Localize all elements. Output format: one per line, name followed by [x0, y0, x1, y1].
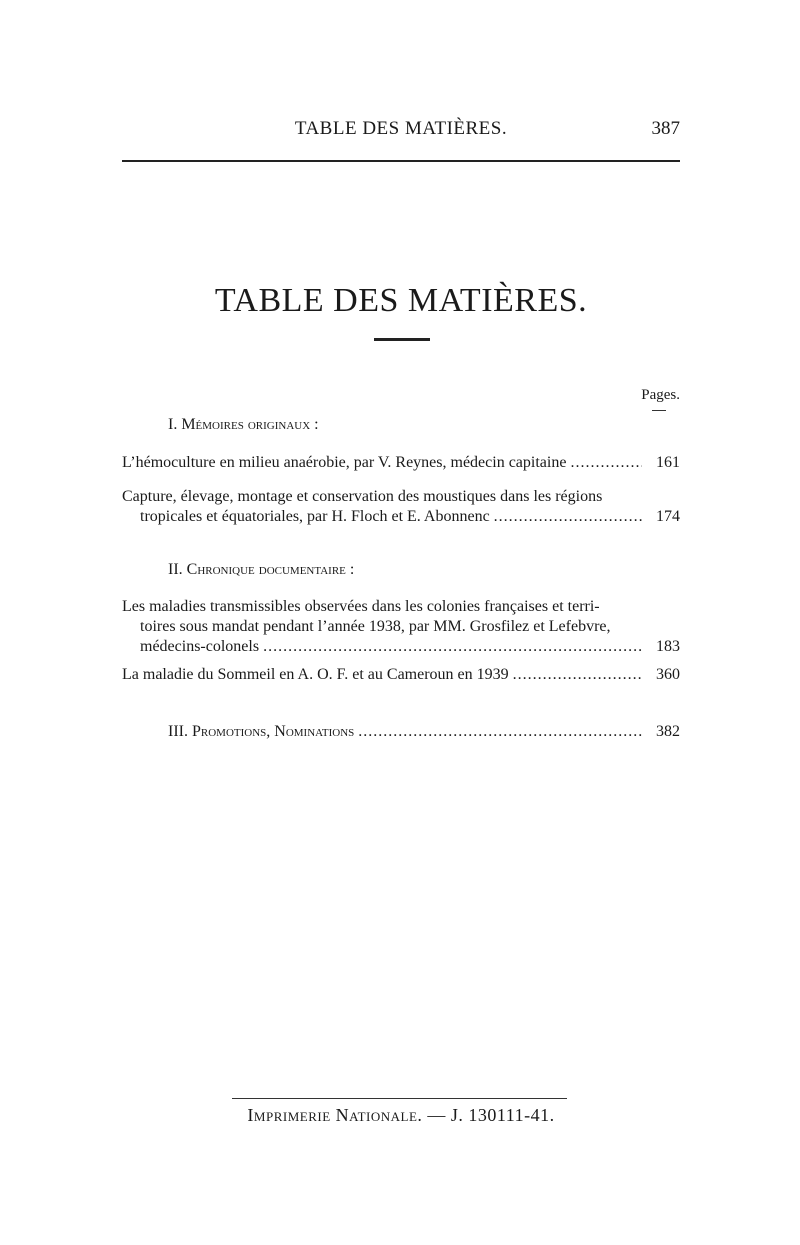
dot-leader — [263, 637, 642, 657]
entry-text: toires sous mandat pendant l’année 1938, par MM. Grosfilez et Lefebvre, — [140, 618, 611, 635]
entry-page-number: 161 — [656, 454, 680, 471]
section-title: Promotions, Nominations — [191, 723, 355, 740]
entry-text: La maladie du Sommeil en A. O. F. et au Cameroun en 1939 — [122, 666, 509, 683]
section-number: III. — [168, 723, 188, 740]
dot-leader — [494, 507, 642, 527]
toc-entry[interactable] — [122, 665, 680, 685]
section-title: Chronique documentaire : — [186, 561, 355, 578]
toc-entry[interactable] — [122, 453, 680, 473]
section-heading-1 — [168, 416, 319, 434]
running-head — [122, 118, 680, 144]
dot-leader — [513, 665, 642, 685]
footer-rule — [232, 1098, 567, 1099]
dot-leader — [358, 722, 642, 742]
header-rule — [122, 160, 680, 162]
pages-label-dash — [652, 410, 666, 411]
entry-text: médecins-colonels — [140, 638, 260, 655]
entry-page-number: 174 — [656, 508, 680, 525]
section-number: II. — [168, 561, 183, 578]
section-heading-2 — [168, 561, 354, 579]
entry-page-number: 183 — [656, 638, 680, 655]
entry-text: Capture, élevage, montage et conservation des moustiques dans les régions — [122, 488, 603, 505]
section-heading-3[interactable] — [168, 722, 680, 742]
dot-leader — [570, 453, 642, 473]
toc-entry[interactable] — [122, 597, 680, 657]
page-number: 387 — [651, 118, 680, 139]
entry-page-number: 382 — [656, 723, 680, 740]
entry-page-number: 360 — [656, 666, 680, 683]
entry-text: L’hémoculture en milieu anaérobie, par V. Reynes, médecin capitaine — [122, 454, 567, 471]
toc-entry[interactable] — [122, 487, 680, 527]
entry-text: Les maladies transmissibles observées dans les colonies françaises et terri- — [122, 598, 600, 615]
pages-column-label: Pages. — [641, 387, 680, 403]
section-title: Mémoires originaux : — [181, 416, 319, 433]
printer-imprint: Imprimerie Nationale. — J. 130111-41. — [247, 1105, 555, 1125]
page-title: TABLE DES MATIÈRES. — [214, 282, 588, 319]
section-number: I. — [168, 416, 178, 433]
running-title: TABLE DES MATIÈRES. — [294, 118, 508, 139]
entry-text: tropicales et équatoriales, par H. Floch et E. Abonnenc — [140, 508, 490, 525]
title-rule — [374, 338, 430, 341]
